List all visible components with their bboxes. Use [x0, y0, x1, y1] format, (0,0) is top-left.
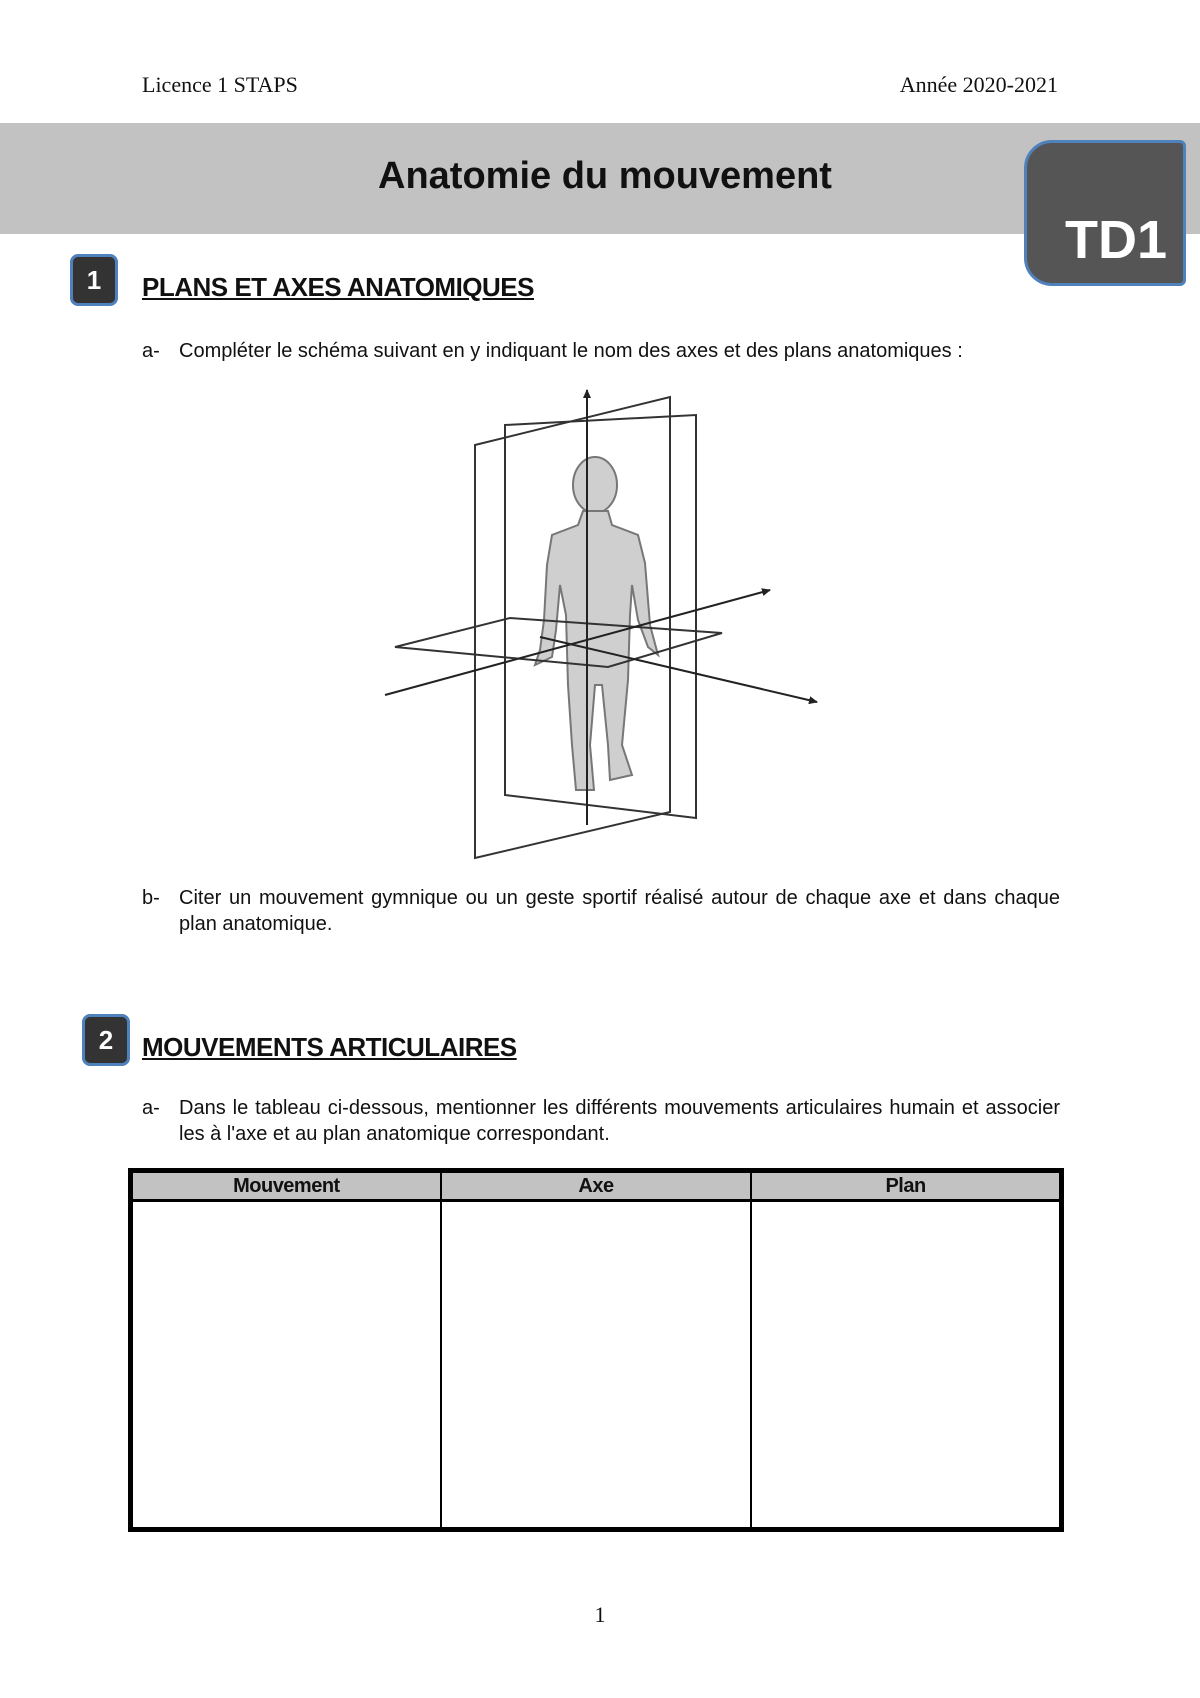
item-label: a- — [142, 340, 160, 362]
exercise-item — [142, 338, 1060, 364]
table-header-row — [131, 1171, 1062, 1201]
td-tab — [1024, 140, 1186, 286]
section-number-badge: 1 — [70, 254, 118, 306]
item-text: Compléter le schéma suivant en y indiquant le nom des axes et des plans anatomiques : — [179, 340, 963, 362]
page-title: Anatomie du mouvement — [378, 155, 832, 197]
transverse-plane — [395, 618, 722, 667]
cell-mouvement[interactable] — [131, 1201, 441, 1530]
page-number: 1 — [594, 1602, 606, 1627]
exercise-item — [142, 1095, 1060, 1147]
column-header-mouvement: Mouvement — [131, 1171, 441, 1201]
item-label: a- — [142, 1097, 160, 1119]
anatomical-planes-diagram — [380, 385, 820, 860]
table-row — [131, 1201, 1062, 1530]
header-course: Licence 1 STAPS — [142, 72, 298, 97]
cell-axe[interactable] — [441, 1201, 751, 1530]
item-text: Dans le tableau ci-dessous, mentionner les différents mouvements articulaires humain et associer les à l'axe et au plan anatomique correspondant. — [179, 1097, 1060, 1145]
section-title: MOUVEMENTS ARTICULAIRES — [142, 1032, 517, 1062]
item-label: b- — [142, 887, 160, 909]
movements-table — [128, 1168, 1064, 1532]
column-header-plan: Plan — [751, 1171, 1061, 1201]
column-header-axe: Axe — [441, 1171, 751, 1201]
exercise-item — [142, 885, 1060, 937]
header-year: Année 2020-2021 — [899, 72, 1058, 97]
item-text: Citer un mouvement gymnique ou un geste sportif réalisé autour de chaque axe et dans chaque plan anatomique. — [179, 887, 1060, 935]
td-label: TD1 — [1064, 210, 1167, 270]
cell-plan[interactable] — [751, 1201, 1061, 1530]
section-number-badge: 2 — [82, 1014, 130, 1066]
section-title: PLANS ET AXES ANATOMIQUES — [142, 272, 534, 302]
